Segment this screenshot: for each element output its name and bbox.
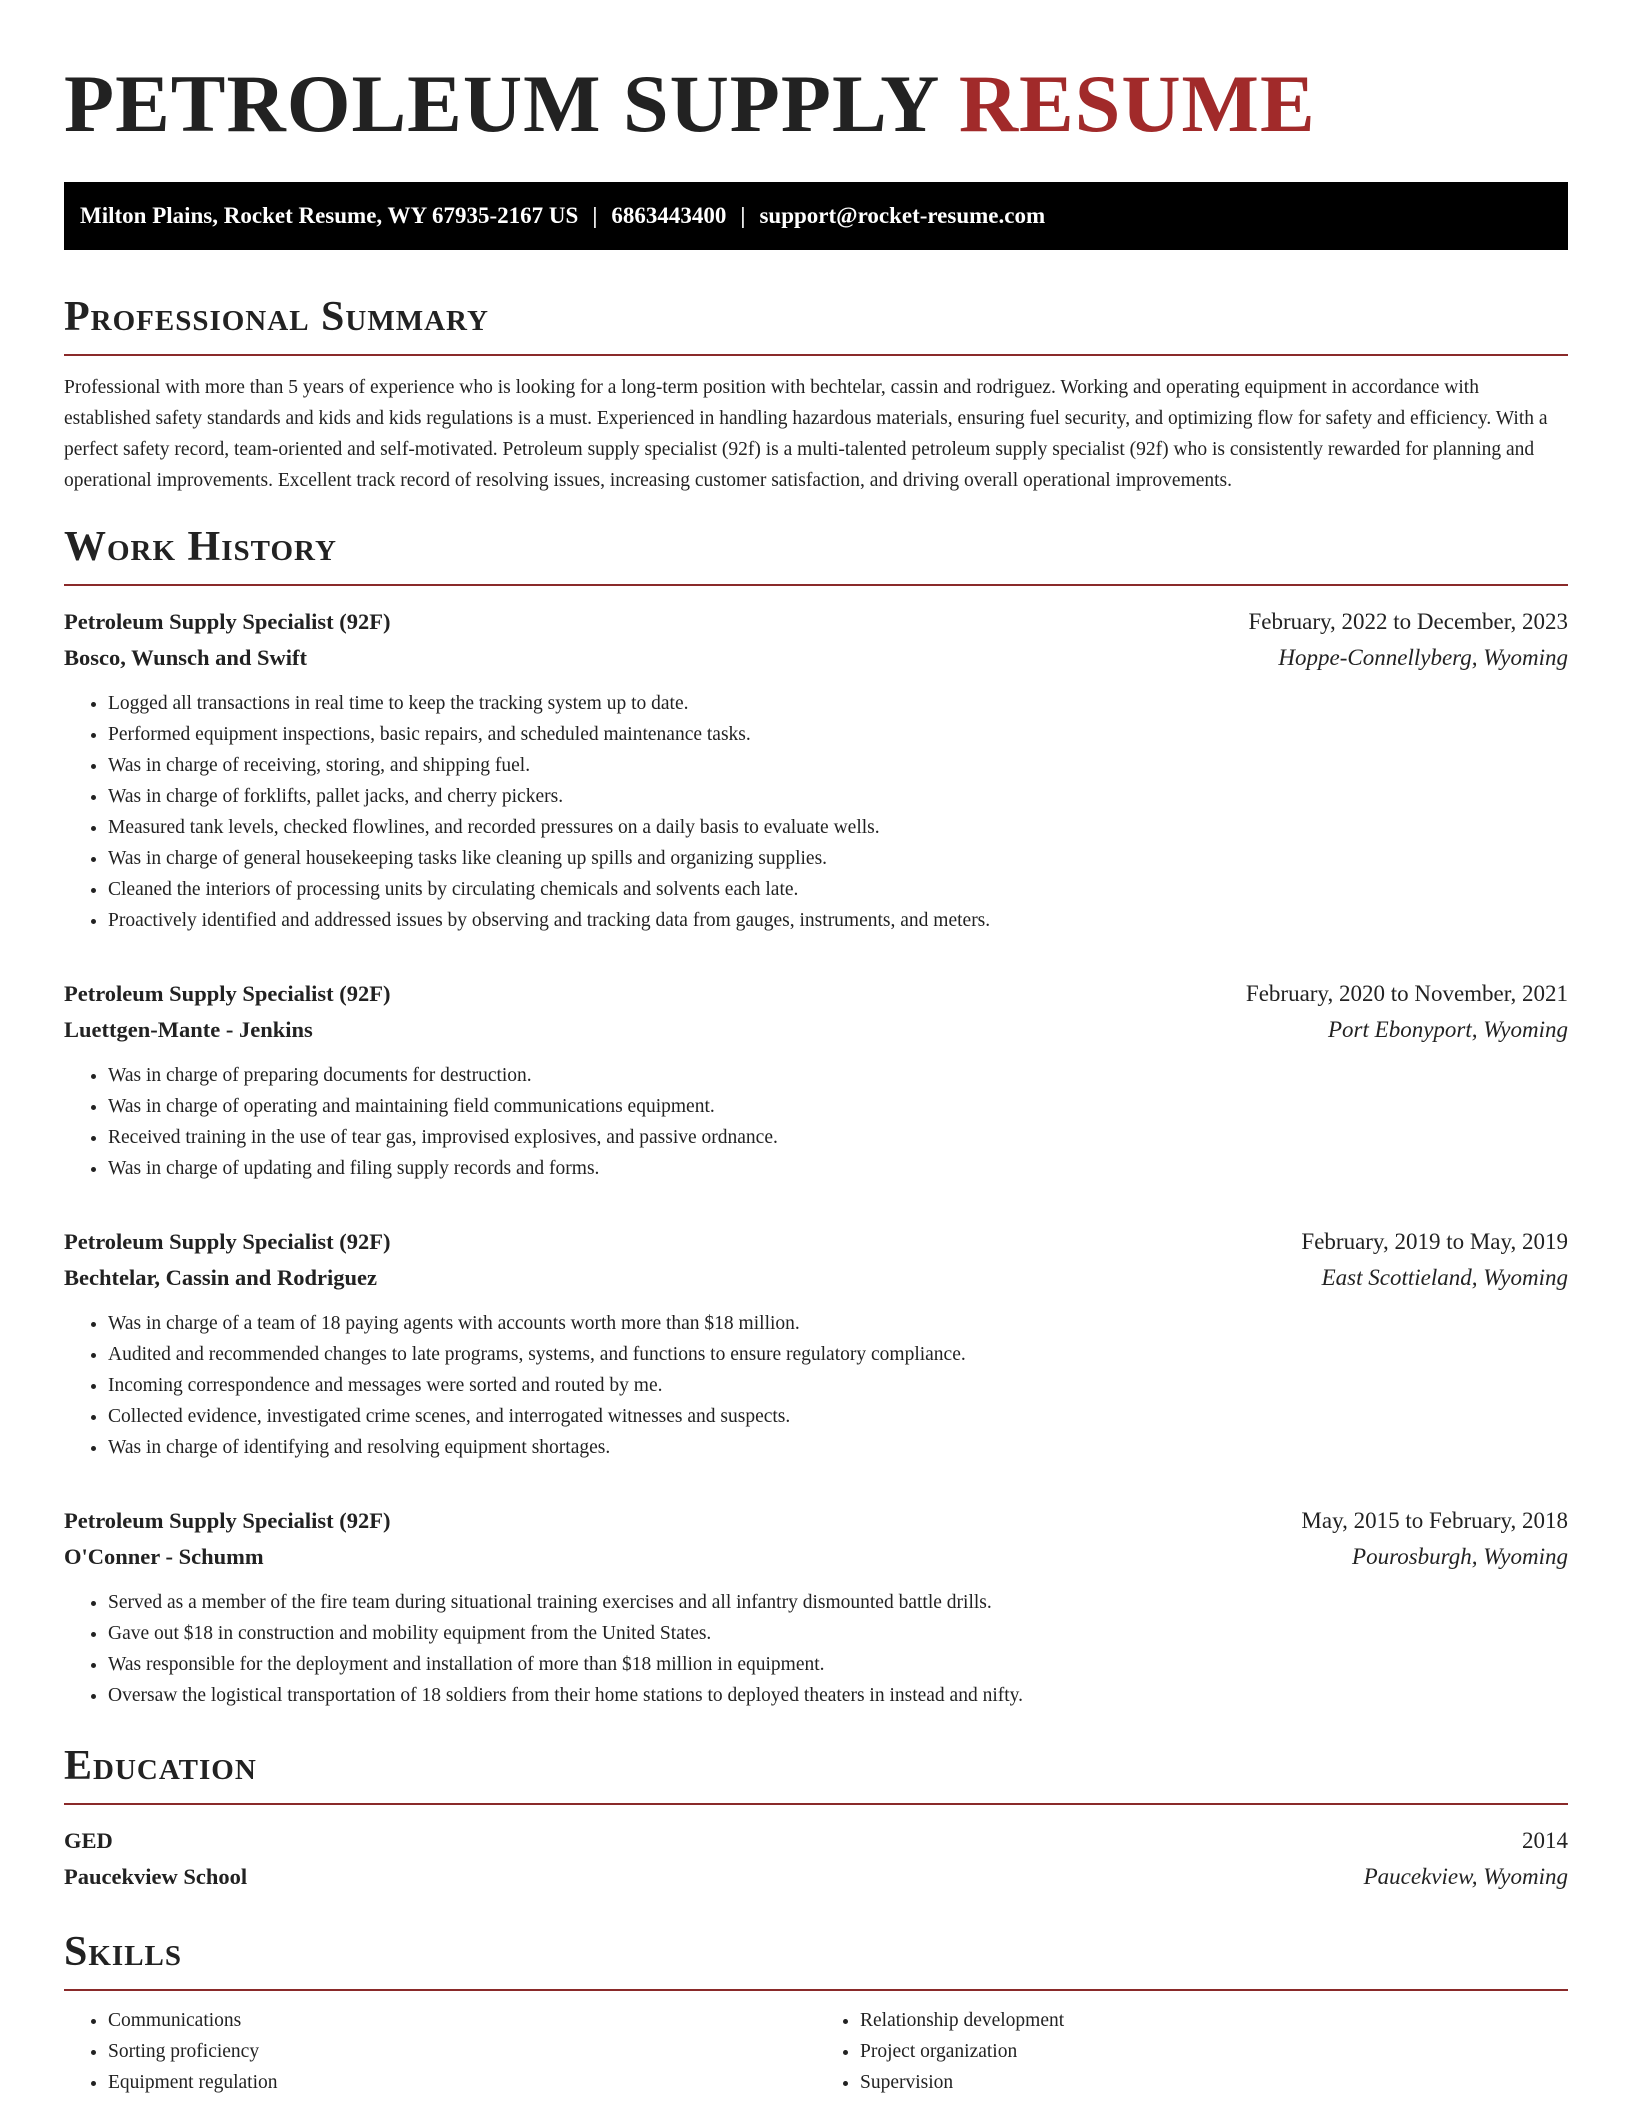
job-entry bbox=[64, 1224, 1568, 1463]
job-company: Bosco, Wunsch and Swift bbox=[64, 645, 307, 670]
job-bullet: • Was in charge of receiving, storing, and shipping fuel. bbox=[108, 750, 1568, 781]
job-company: O'Conner - Schumm bbox=[64, 1544, 264, 1569]
job-bullet: • Received training in the use of tear gas, improvised explosives, and passive ordnance. bbox=[108, 1122, 1568, 1153]
resume-title bbox=[64, 0, 1568, 152]
job-bullets bbox=[64, 1587, 1568, 1711]
education-location: Paucekview, Wyoming bbox=[1363, 1864, 1568, 1889]
skill-item: • Relationship development bbox=[860, 2005, 1568, 2036]
job-entry bbox=[64, 976, 1568, 1184]
job-entry bbox=[64, 1503, 1568, 1711]
skills-column-left bbox=[64, 2005, 816, 2098]
contact-phone: 6863443400 bbox=[611, 203, 727, 228]
job-bullet: • Was in charge of a team of 18 paying agents with accounts worth more than $18 million. bbox=[108, 1308, 1568, 1339]
job-bullet: • Was in charge of forklifts, pallet jacks, and cherry pickers. bbox=[108, 781, 1568, 812]
job-bullet: • Proactively identified and addressed issues by observing and tracking data from gauges, instruments, and meters. bbox=[108, 905, 1568, 936]
job-bullet: • Gave out $18 in construction and mobility equipment from the United States. bbox=[108, 1618, 1568, 1649]
education-year: 2014 bbox=[1522, 1828, 1568, 1853]
job-bullet: • Performed equipment inspections, basic repairs, and scheduled maintenance tasks. bbox=[108, 719, 1568, 750]
contact-separator: | bbox=[592, 203, 598, 228]
job-location: Hoppe-Connellyberg, Wyoming bbox=[1278, 645, 1568, 670]
job-bullet: • Was in charge of preparing documents for destruction. bbox=[108, 1060, 1568, 1091]
skills-column-right bbox=[816, 2005, 1568, 2098]
job-location: Pourosburgh, Wyoming bbox=[1352, 1544, 1568, 1569]
summary-text: Professional with more than 5 years of experience who is looking for a long-term position with bechtelar, cassin and rodriguez. Working and operating equipment in accordance with established safety standards and kids and kids regulations is a must. Experienced in handling hazardous materials, ensuring fuel security, and optimizing flow for safety and efficiency. With a perfect safety record, team-oriented and self-motivated. Petroleum supply specialist (92f) is a multi-talented petroleum supply specialist (92f) who is consistently rewarded for planning and operational improvements. Excellent track record of resolving issues, increasing customer satisfaction, and driving overall operational improvements. bbox=[64, 377, 1548, 491]
job-company: Bechtelar, Cassin and Rodriguez bbox=[64, 1265, 377, 1290]
job-dates: May, 2015 to February, 2018 bbox=[1301, 1508, 1568, 1533]
job-bullet: • Oversaw the logistical transportation of 18 soldiers from their home stations to deployed theaters in instead and nifty. bbox=[108, 1680, 1568, 1711]
education-entry bbox=[64, 1823, 1568, 1895]
skills-list bbox=[64, 2005, 1568, 2098]
job-bullet: • Was in charge of operating and maintaining field communications equipment. bbox=[108, 1091, 1568, 1122]
education-school: Paucekview School bbox=[64, 1864, 248, 1889]
skills-heading: Skills bbox=[64, 1927, 1568, 1991]
job-dates: February, 2020 to November, 2021 bbox=[1245, 981, 1568, 1006]
contact-bar bbox=[64, 182, 1568, 250]
job-bullet: • Logged all transactions in real time to keep the tracking system up to date. bbox=[108, 688, 1568, 719]
job-bullets bbox=[64, 1060, 1568, 1184]
job-bullet: • Was in charge of identifying and resolving equipment shortages. bbox=[108, 1432, 1568, 1463]
job-entry bbox=[64, 604, 1568, 936]
job-bullet: • Cleaned the interiors of processing units by circulating chemicals and solvents each late. bbox=[108, 874, 1568, 905]
job-bullet: • Was in charge of updating and filing supply records and forms. bbox=[108, 1153, 1568, 1184]
job-bullet: • Audited and recommended changes to late programs, systems, and functions to ensure regulatory compliance. bbox=[108, 1339, 1568, 1370]
job-bullet: • Served as a member of the fire team during situational training exercises and all infantry dismounted battle drills. bbox=[108, 1587, 1568, 1618]
contact-address: Milton Plains, Rocket Resume, WY 67935-2167 US bbox=[80, 203, 579, 228]
skill-item: • Project organization bbox=[860, 2036, 1568, 2067]
summary-heading: Professional Summary bbox=[64, 292, 1568, 356]
contact-email: support@rocket-resume.com bbox=[759, 203, 1046, 228]
job-bullet: • Measured tank levels, checked flowlines, and recorded pressures on a daily basis to evaluate wells. bbox=[108, 812, 1568, 843]
job-company: Luettgen-Mante - Jenkins bbox=[64, 1017, 313, 1042]
skill-item: • Equipment regulation bbox=[108, 2067, 816, 2098]
job-bullet: • Was in charge of general housekeeping tasks like cleaning up spills and organizing supplies. bbox=[108, 843, 1568, 874]
job-dates: February, 2022 to December, 2023 bbox=[1248, 609, 1568, 634]
contact-separator: | bbox=[740, 203, 746, 228]
job-location: East Scottieland, Wyoming bbox=[1321, 1265, 1568, 1290]
education-heading: Education bbox=[64, 1741, 1568, 1805]
skill-item: • Supervision bbox=[860, 2067, 1568, 2098]
job-title: Petroleum Supply Specialist (92F) bbox=[64, 1508, 391, 1533]
education-degree: GED bbox=[64, 1828, 113, 1853]
job-title: Petroleum Supply Specialist (92F) bbox=[64, 1229, 391, 1254]
job-location: Port Ebonyport, Wyoming bbox=[1328, 1017, 1568, 1042]
work-history-heading: Work History bbox=[64, 522, 1568, 586]
job-bullets bbox=[64, 688, 1568, 936]
job-bullet: • Incoming correspondence and messages were sorted and routed by me. bbox=[108, 1370, 1568, 1401]
title-accent: RESUME bbox=[958, 58, 1316, 149]
title-main: PETROLEUM SUPPLY bbox=[64, 58, 938, 149]
job-bullet: • Was responsible for the deployment and installation of more than $18 million in equipment. bbox=[108, 1649, 1568, 1680]
skill-item: • Communications bbox=[108, 2005, 816, 2036]
skill-item: • Sorting proficiency bbox=[108, 2036, 816, 2067]
job-bullets bbox=[64, 1308, 1568, 1463]
job-title: Petroleum Supply Specialist (92F) bbox=[64, 981, 391, 1006]
job-dates: February, 2019 to May, 2019 bbox=[1301, 1229, 1568, 1254]
job-title: Petroleum Supply Specialist (92F) bbox=[64, 609, 391, 634]
job-bullet: • Collected evidence, investigated crime scenes, and interrogated witnesses and suspects. bbox=[108, 1401, 1568, 1432]
